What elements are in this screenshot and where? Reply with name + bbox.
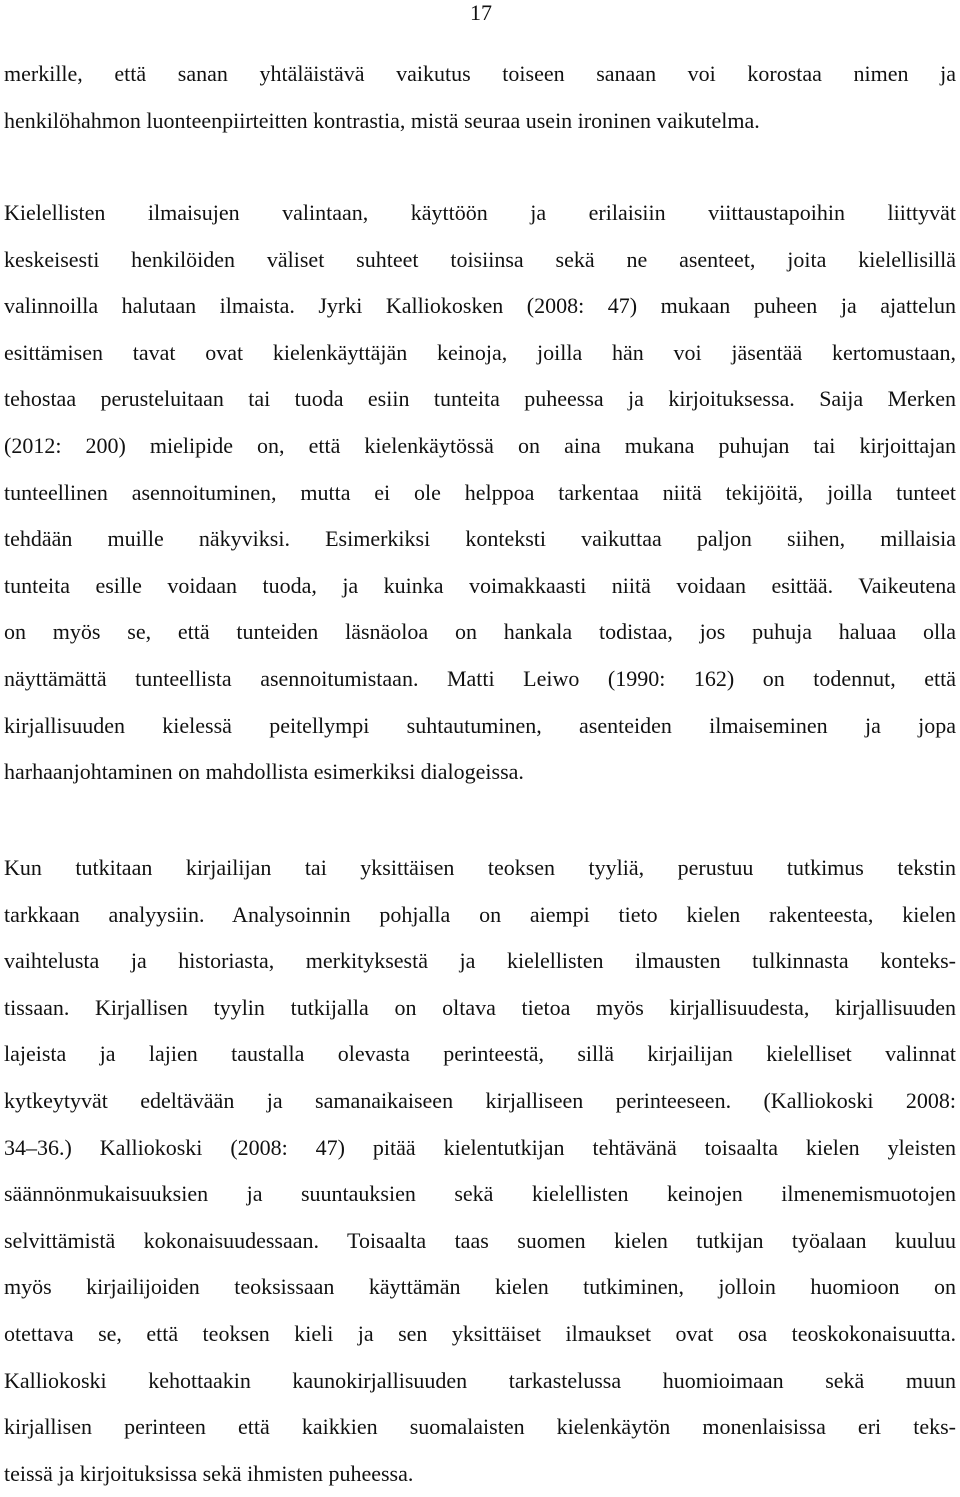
text-line: esittämisen tavat ovat kielenkäyttäjän keinoja, joilla hän voi jäsentää kertomustaan,: [4, 339, 956, 365]
text-line: kytkeytyvät edeltävään ja samanaikaiseen kirjalliseen perinteeseen. (Kalliokoski 2008:: [4, 1087, 956, 1113]
text-line: tehdään muille näkyviksi. Esimerkiksi konteksti vaikuttaa paljon siihen, millaisia: [4, 526, 956, 552]
text-line: harhaanjohtaminen on mahdollista esimerkiksi dialogeissa.: [4, 759, 524, 785]
text-line: keskeisesti henkilöiden väliset suhteet toisiinsa sekä ne asenteet, joita kielellisillä: [4, 246, 956, 272]
paragraph-1: [4, 51, 956, 144]
page-number: 17: [470, 0, 492, 25]
text-line: tarkkaan analyysiin. Analysoinnin pohjalla on aiempi tieto kielen rakenteesta, kielen: [4, 901, 956, 927]
text-line: myös kirjailijoiden teoksissaan käyttämän kielen tutkiminen, jolloin huomioon on: [4, 1274, 956, 1300]
paragraph-2: [4, 190, 956, 796]
paragraph-3: [4, 845, 956, 1497]
text-line: (2012: 200) mielipide on, että kielenkäytössä on aina mukana puhujan tai kirjoittajan: [4, 432, 956, 458]
text-line: teissä ja kirjoituksissa sekä ihmisten puheessa.: [4, 1460, 414, 1486]
text-line: säännönmukaisuuksien ja suuntauksien sekä kielellisten keinojen ilmenemismuotojen: [4, 1181, 956, 1207]
text-line: vaihtelusta ja historiasta, merkityksestä ja kielellisten ilmausten tulkinnasta konteks-: [4, 948, 956, 974]
text-line: lajeista ja lajien taustalla olevasta perinteestä, sillä kirjailijan kielelliset valinnat: [4, 1041, 956, 1067]
text-line: tissaan. Kirjallisen tyylin tutkijalla on oltava tietoa myös kirjallisuudesta, kirjallisuuden: [4, 994, 956, 1020]
text-line: kirjallisuuden kielessä peitellympi suhtautuminen, asenteiden ilmaiseminen ja jopa: [4, 712, 956, 738]
text-line: Kielellisten ilmaisujen valintaan, käyttöön ja erilaisiin viittaustapoihin liittyvät: [4, 200, 956, 225]
text-line: selvittämistä kokonaisuudessaan. Toisaalta taas suomen kielen tutkijan työalaan kuuluu: [4, 1227, 956, 1253]
text-line: 34–36.) Kalliokoski (2008: 47) pitää kielentutkijan tehtävänä toisaalta kielen yleisten: [4, 1134, 956, 1160]
text-line: otettava se, että teoksen kieli ja sen yksittäiset ilmaukset ovat osa teoskokonaisuutta.: [4, 1320, 956, 1346]
text-line: tunteellinen asennoituminen, mutta ei ole helppoa tarkentaa niitä tekijöitä, joilla tunteet: [4, 479, 956, 505]
text-line: näyttämättä tunteellista asennoitumistaan. Matti Leiwo (1990: 162) on todennut, että: [4, 665, 956, 691]
text-line: Kun tutkitaan kirjailijan tai yksittäisen teoksen tyyliä, perustuu tutkimus tekstin: [4, 855, 956, 880]
text-line: kirjallisen perinteen että kaikkien suomalaisten kielenkäytön monenlaisissa eri teks-: [4, 1414, 956, 1440]
text-line: Kalliokoski kehottaakin kaunokirjallisuuden tarkastelussa huomioimaan sekä muun: [4, 1367, 956, 1393]
text-line: merkille, että sanan yhtäläistävä vaikutus toiseen sanaan voi korostaa nimen ja: [4, 61, 956, 86]
text-line: valinnoilla halutaan ilmaista. Jyrki Kalliokosken (2008: 47) mukaan puheen ja ajattelun: [4, 293, 956, 319]
text-line: tehostaa perusteluitaan tai tuoda esiin tunteita puheessa ja kirjoituksessa. Saija Merken: [4, 386, 956, 412]
text-line: henkilöhahmon luonteenpiirteitten kontrastia, mistä seuraa usein ironinen vaikutelma.: [4, 107, 760, 133]
text-line: tunteita esille voidaan tuoda, ja kuinka voimakkaasti niitä voidaan esittää. Vaikeutena: [4, 572, 956, 598]
text-line: on myös se, että tunteiden läsnäoloa on hankala todistaa, jos puhuja haluaa olla: [4, 619, 956, 645]
